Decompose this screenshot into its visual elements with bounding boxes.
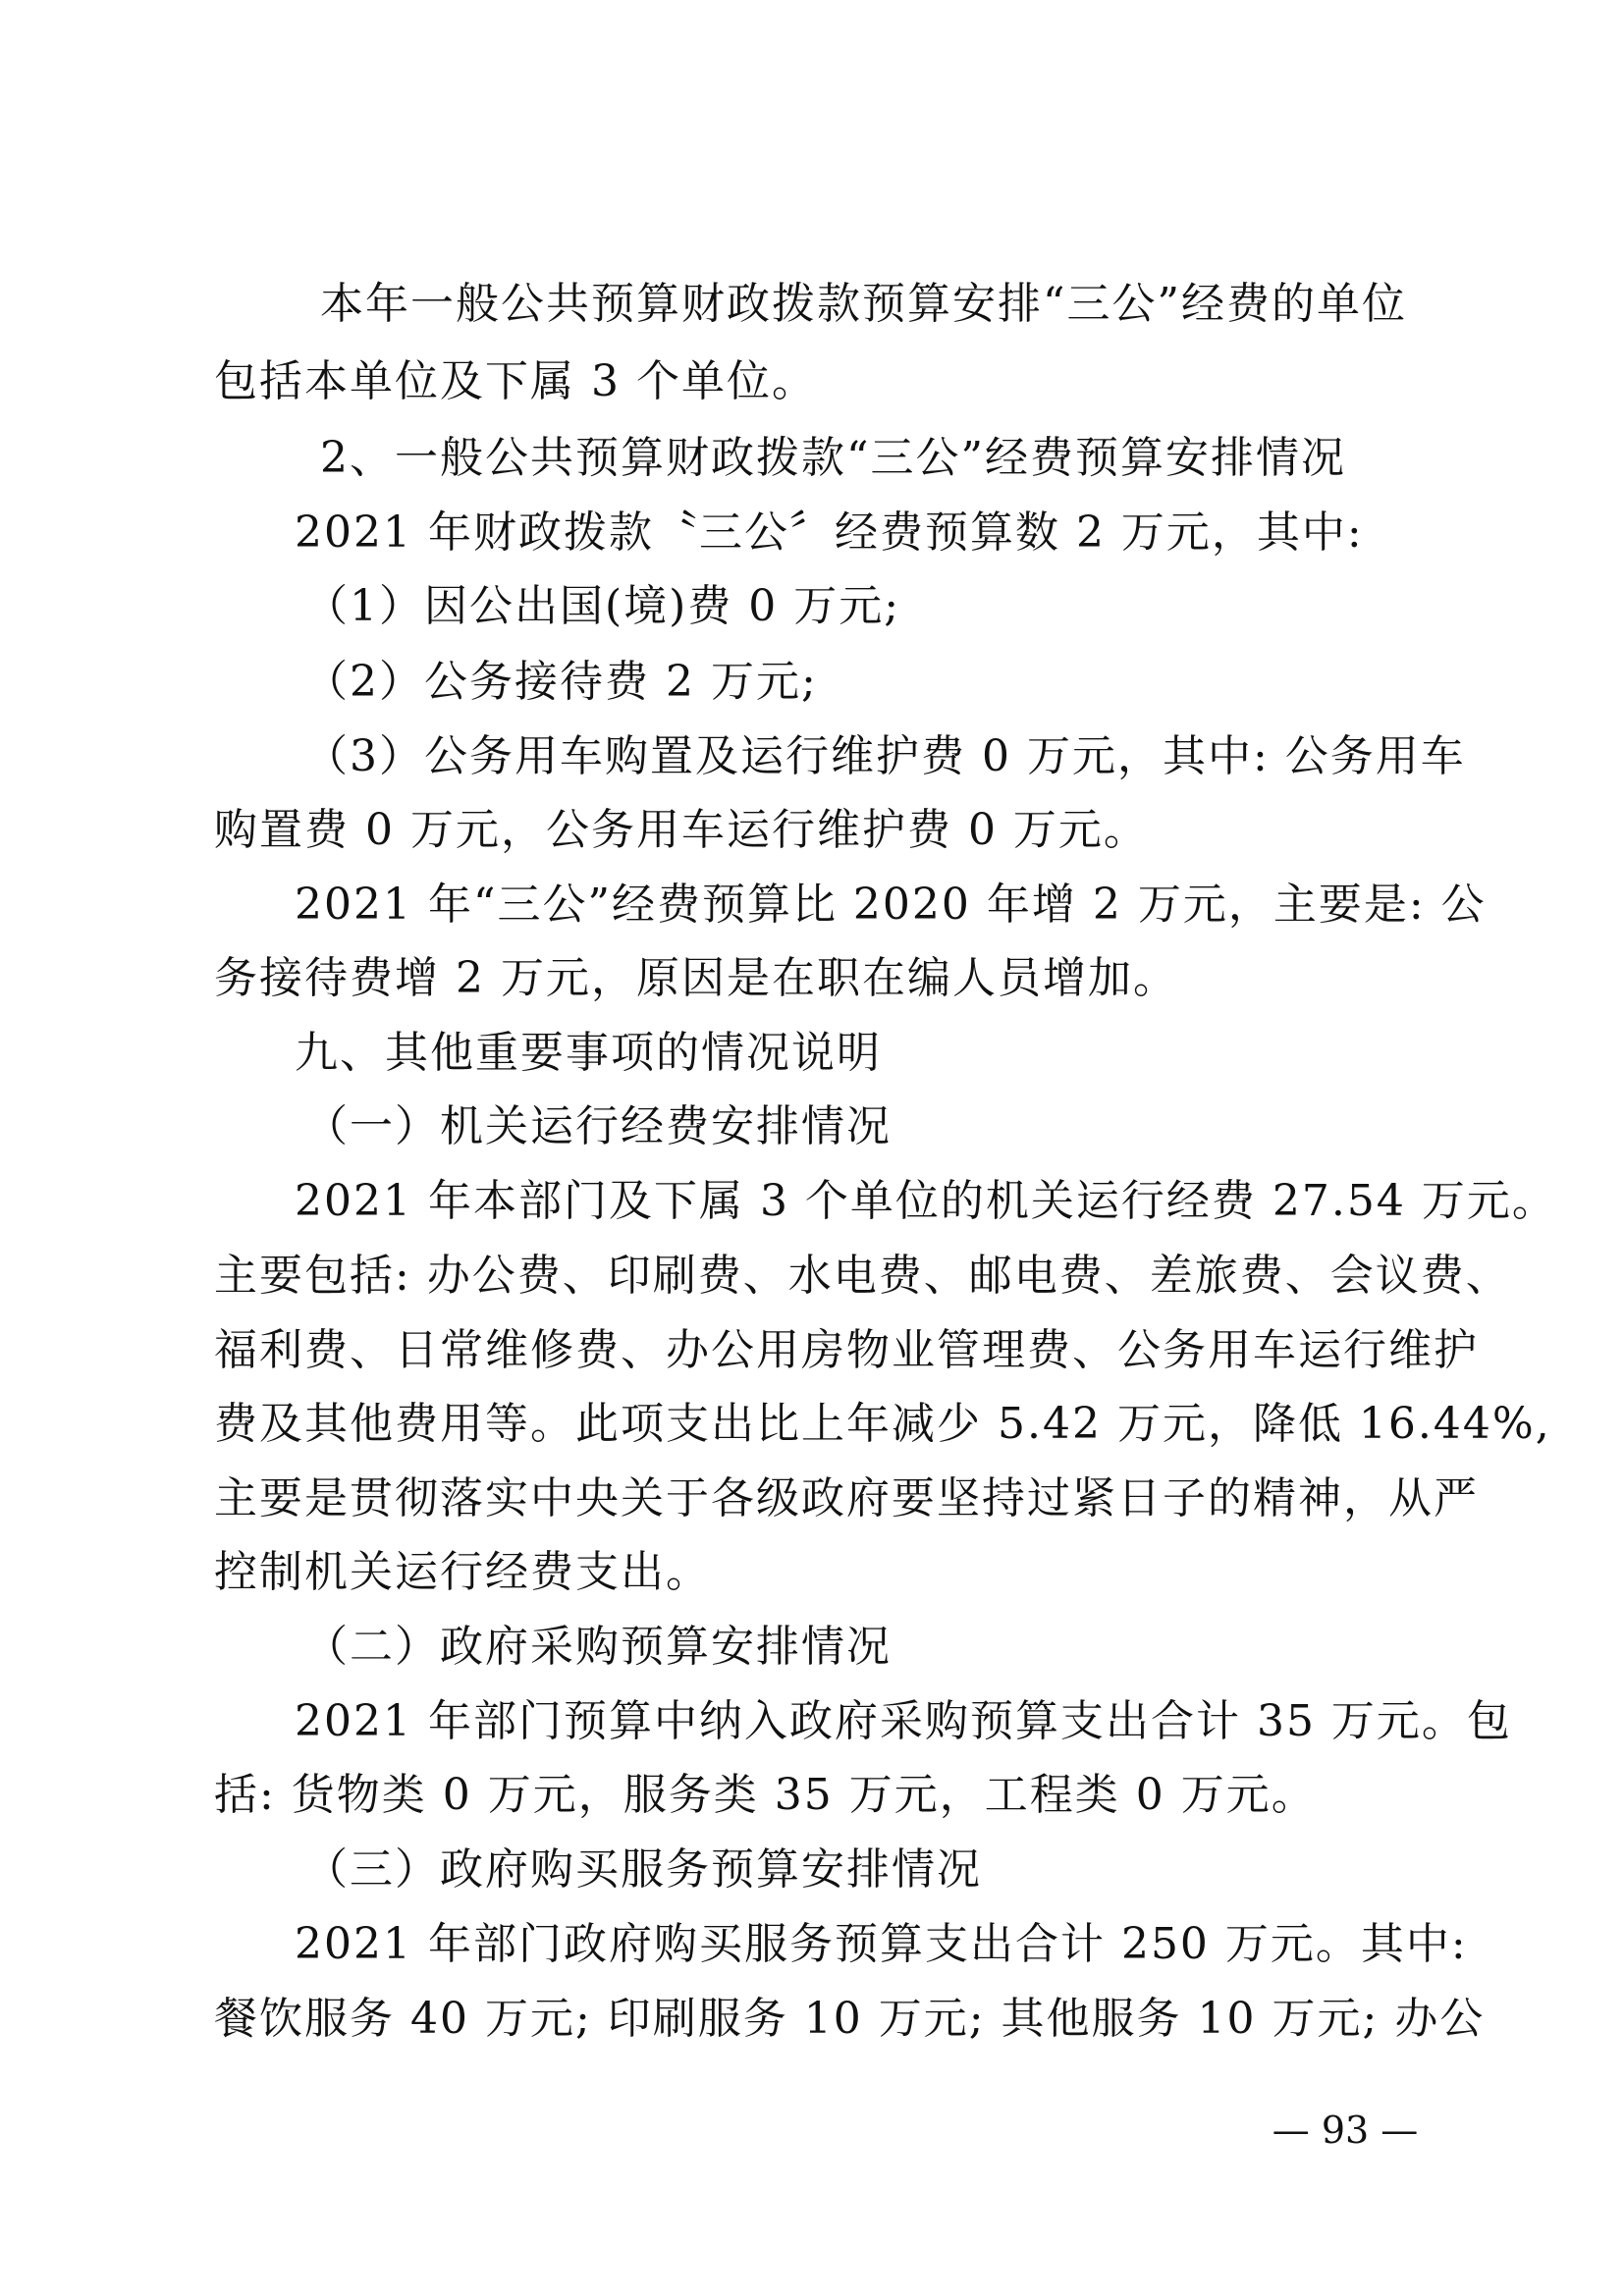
text-line: 务接待费增 2 万元，原因是在职在编人员增加。 — [214, 953, 1178, 1003]
page-number: — 93 — — [1272, 2109, 1419, 2152]
text-line: 2、一般公共预算财政拨款“三公”经费预算安排情况 — [320, 433, 1346, 483]
text-line: 主要是贯彻落实中央关于各级政府要坚持过紧日子的精神，从严 — [214, 1473, 1479, 1523]
text-line: 购置费 0 万元，公务用车运行维护费 0 万元。 — [214, 805, 1149, 855]
text-line: （3）公务用车购置及运行维护费 0 万元，其中: 公务用车 — [304, 731, 1466, 781]
section-heading: 九、其他重要事项的情况说明 — [295, 1028, 882, 1078]
text-line: 包括本单位及下属 3 个单位。 — [214, 356, 817, 406]
subsection-heading: （三）政府购买服务预算安排情况 — [304, 1844, 982, 1895]
text-line: 控制机关运行经费支出。 — [214, 1547, 711, 1597]
text-line: 费及其他费用等。此项支出比上年减少 5.42 万元，降低 16.44%, — [214, 1399, 1551, 1449]
subsection-heading: （二）政府采购预算安排情况 — [304, 1622, 892, 1672]
text-line: 餐饮服务 40 万元; 印刷服务 10 万元; 其他服务 10 万元; 办公 — [214, 1994, 1486, 2044]
text-line: 括: 货物类 0 万元，服务类 35 万元，工程类 0 万元。 — [214, 1770, 1317, 1820]
text-line: 主要包括: 办公费、印刷费、水电费、邮电费、差旅费、会议费、 — [214, 1251, 1511, 1301]
text-line: 2021 年“三公”经费预算比 2020 年增 2 万元，主要是: 公 — [295, 880, 1487, 930]
text-line: （2）公务接待费 2 万元; — [304, 657, 818, 707]
text-line: 2021 年财政拨款〝三公〞经费预算数 2 万元，其中: — [295, 507, 1364, 558]
text-line: 2021 年部门预算中纳入政府采购预算支出合计 35 万元。包 — [295, 1696, 1512, 1746]
text-line: 本年一般公共预算财政拨款预算安排“三公”经费的单位 — [320, 279, 1407, 329]
subsection-heading: （一）机关运行经费安排情况 — [304, 1101, 892, 1151]
text-line: 2021 年本部门及下属 3 个单位的机关运行经费 27.54 万元。 — [295, 1176, 1557, 1226]
text-line: （1）因公出国(境)费 0 万元; — [304, 581, 901, 631]
text-line: 2021 年部门政府购买服务预算支出合计 250 万元。其中: — [295, 1919, 1468, 1969]
text-line: 福利费、日常维修费、办公用房物业管理费、公务用车运行维护 — [214, 1325, 1479, 1375]
